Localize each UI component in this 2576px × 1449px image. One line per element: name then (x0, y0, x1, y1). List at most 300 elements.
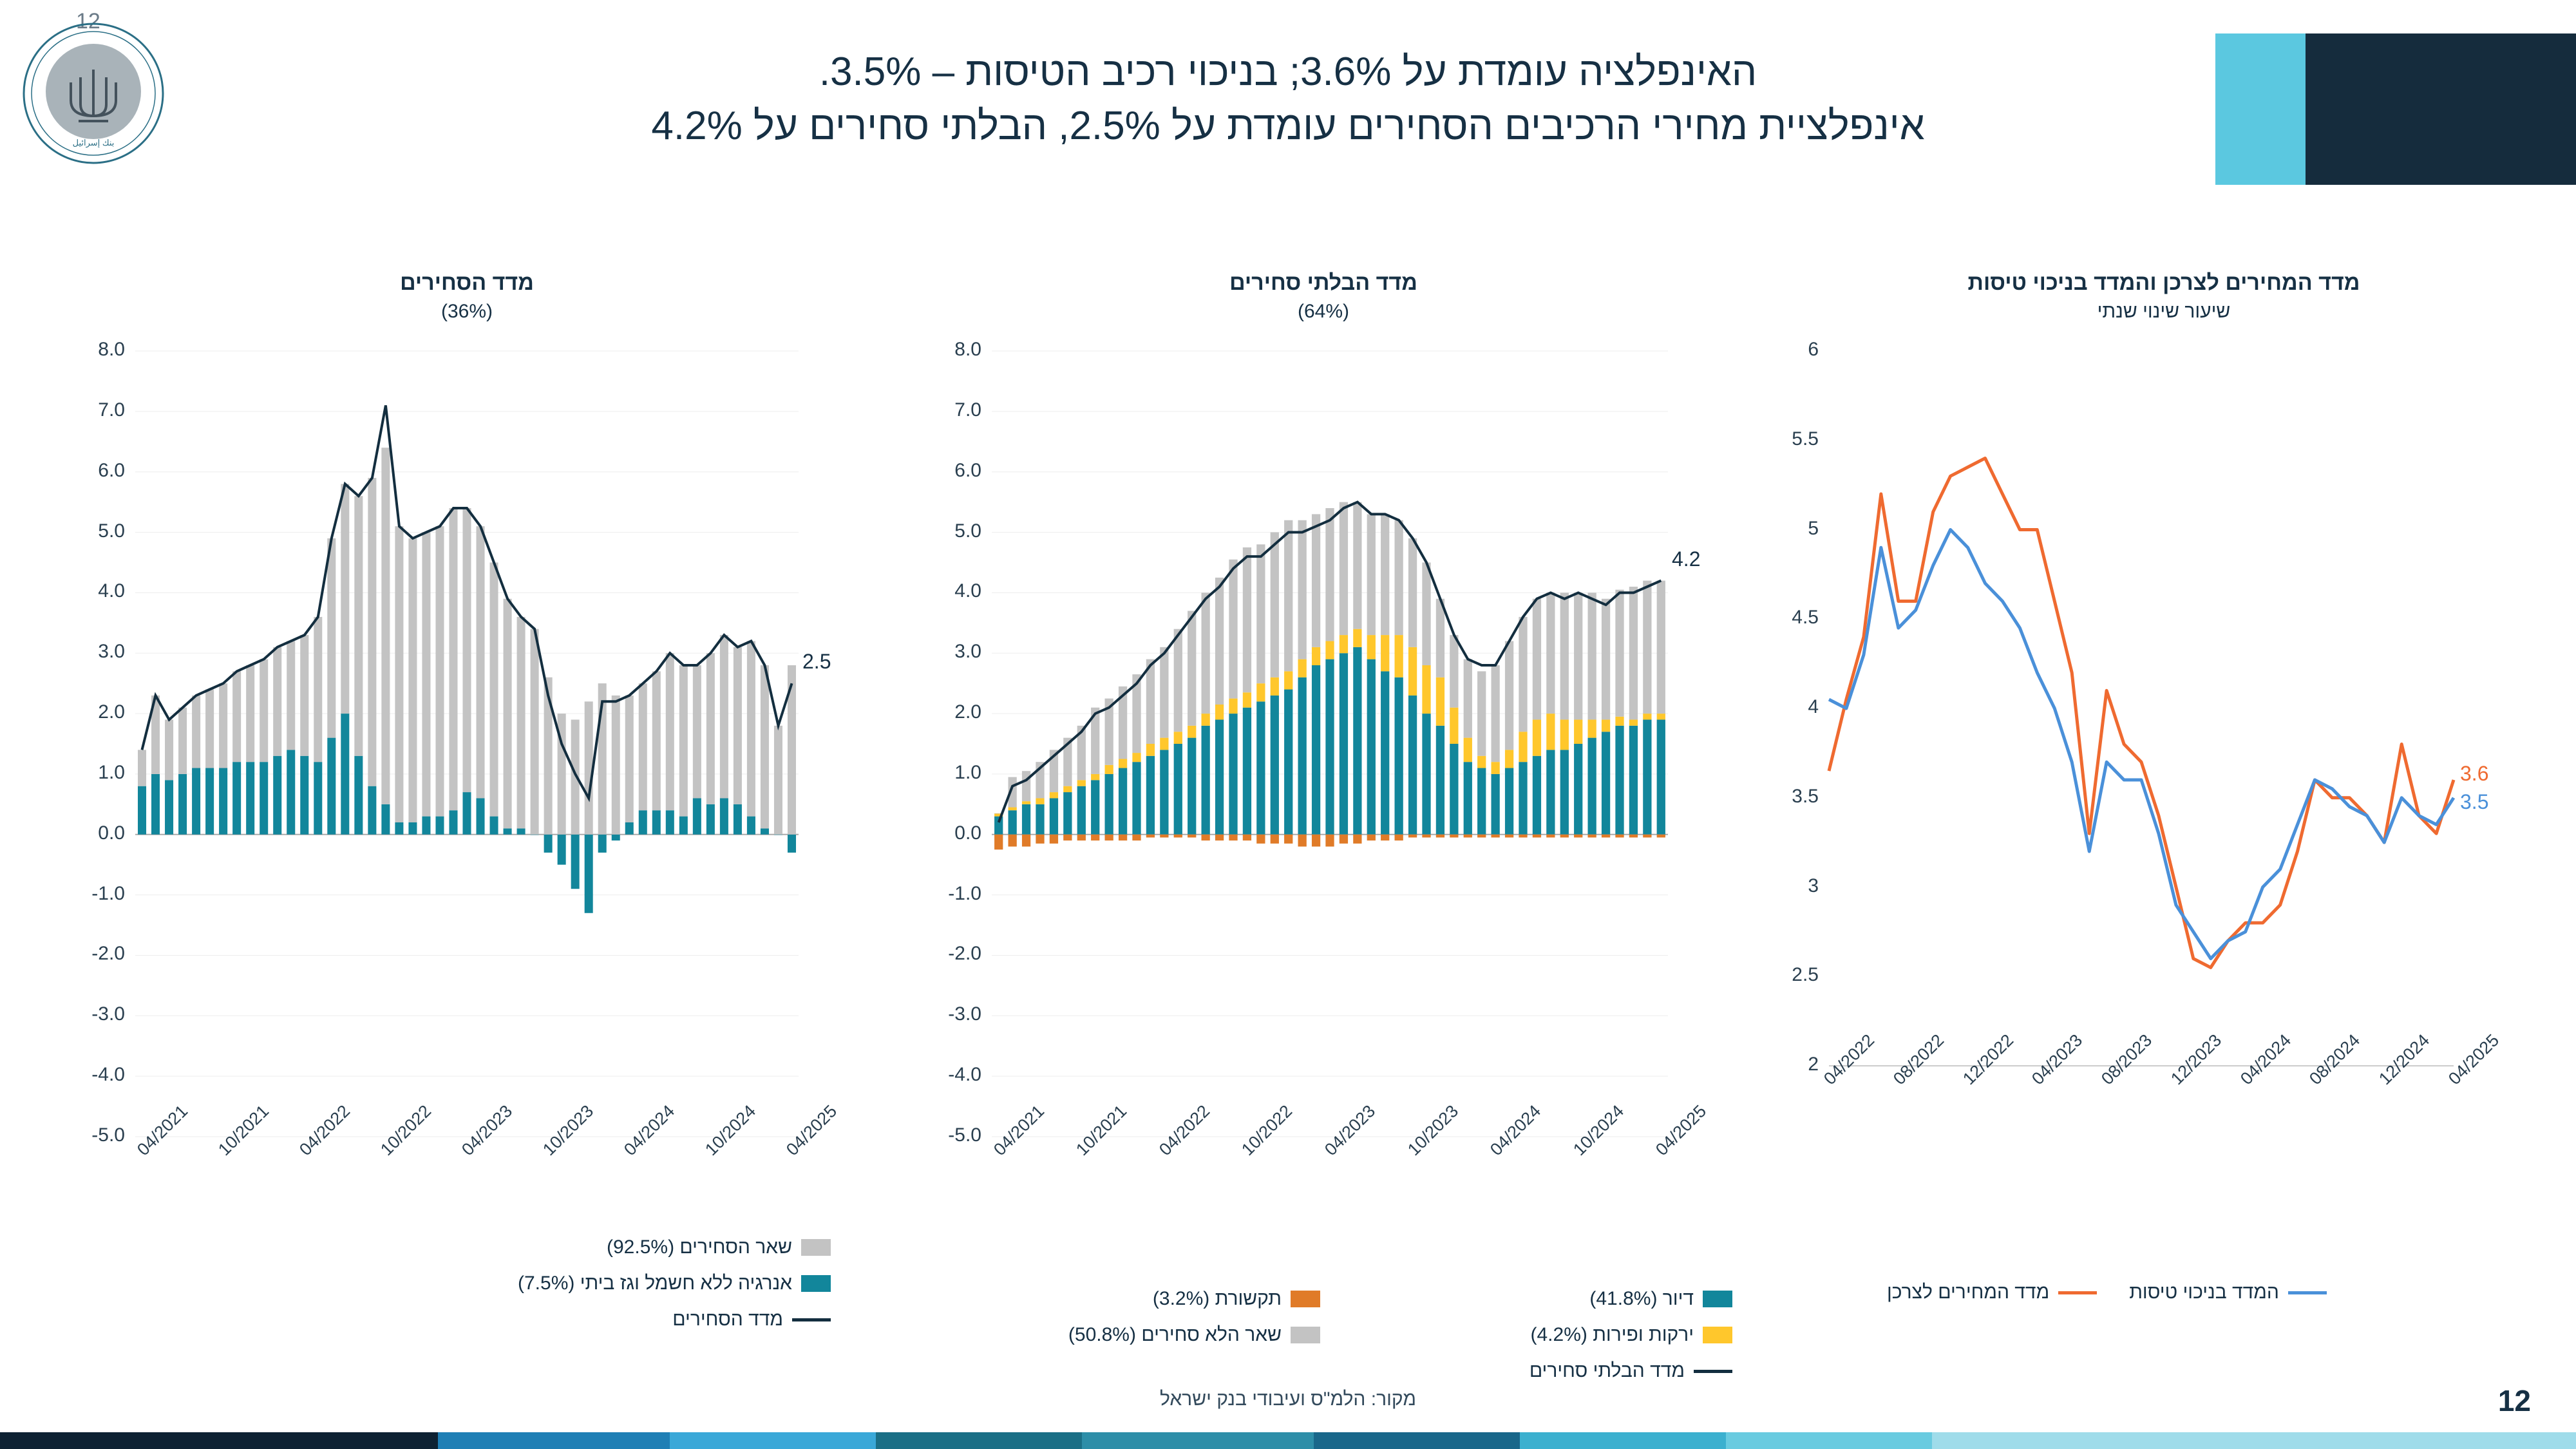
nontradables-bar-segment (1312, 647, 1320, 665)
tradables-bar-segment (232, 671, 241, 762)
tradables-bar-segment (720, 798, 728, 834)
cpi-ex-flights-legend-swatch (2288, 1291, 2327, 1294)
nontradables-bar-segment (1436, 835, 1444, 838)
tradables-y-tick: -5.0 (91, 1124, 125, 1146)
nontradables-y-tick: 4.0 (954, 580, 981, 602)
nontradables-bar-segment (1367, 659, 1376, 835)
nontradables-bar-segment (1091, 835, 1099, 840)
nontradables-bar-segment (1340, 635, 1348, 653)
tradables-bar-segment (734, 804, 742, 835)
nontradables-x-tick: 10/2022 (1238, 1101, 1296, 1160)
chart-subtitle-nontradables: (64%) (1297, 301, 1350, 322)
nontradables-bar-segment (1629, 587, 1638, 719)
nontradables-bar-segment (1395, 677, 1403, 835)
nontradables-bar-segment (1298, 520, 1307, 659)
nontradables-bar-segment (1643, 719, 1651, 834)
nontradables-bar-segment (1077, 786, 1086, 835)
nontradables-bar-segment (1643, 581, 1651, 714)
tradables-legend (251, 1236, 831, 1345)
tradables-bar-segment (232, 762, 241, 835)
tradables-bar-segment (260, 659, 268, 762)
nontradables-bar-segment (1340, 835, 1348, 844)
tradables-end-value-label: 2.5 (802, 650, 831, 674)
nontradables-bar-segment (1188, 738, 1196, 835)
nontradables-bar-segment (1298, 659, 1307, 677)
tradables-y-tick: 2.0 (98, 701, 125, 723)
tradables-bar-segment (354, 496, 363, 756)
nontradables-bar-segment (1422, 835, 1430, 838)
nontradables-bar-segment (1284, 690, 1293, 835)
tradables-bar-segment (625, 822, 634, 835)
nontradables-bar-segment (1492, 835, 1500, 838)
tradables-bar-segment (612, 696, 620, 835)
nontradables-bar-segment (1477, 756, 1486, 768)
nontradables-y-tick: 3.0 (954, 641, 981, 663)
nontradables-bar-segment (1063, 835, 1072, 840)
tradables-bar-segment (300, 756, 308, 835)
tradables-bar-segment (327, 738, 336, 835)
nontradables-bar-segment (1492, 762, 1500, 774)
nontradables-bar-segment (1574, 835, 1582, 838)
nontradables-bar-segment (1395, 635, 1403, 677)
tradables-bar-segment (192, 768, 200, 835)
nontradables-bar-segment (1588, 719, 1596, 737)
nontradables-bar-segment (1022, 804, 1030, 835)
tradables-bar-segment (287, 641, 295, 750)
tradables-bar-segment (273, 647, 281, 756)
cpi-ex-flights-legend-item (1887, 1282, 2097, 1303)
nontradables-bar-segment (1477, 671, 1486, 755)
nontradables-bar-segment (1408, 538, 1417, 647)
footer-seg-2 (438, 1432, 670, 1449)
tradables-bar-segment (639, 810, 647, 835)
nontradables-bar-segment (1009, 810, 1017, 835)
footer-seg-3 (670, 1432, 876, 1449)
nontradables-bar-segment (1340, 653, 1348, 835)
nontradables-bar-segment (1615, 590, 1624, 717)
nontradables-bar-segment (1298, 677, 1307, 835)
tradables-legend-swatch (801, 1275, 831, 1292)
nontradables-legend (908, 1288, 1732, 1396)
footer-seg-5 (1082, 1432, 1314, 1449)
tradables-bar-segment (449, 508, 457, 810)
cpi-ex-flights-legend-item (2129, 1282, 2327, 1303)
cpi-ex-flights-y-tick: 2 (1808, 1054, 1819, 1075)
nontradables-bar-segment (1146, 756, 1155, 835)
nontradables-y-tick: -4.0 (948, 1064, 981, 1086)
cpi-ex-flights-y-tick: 3 (1808, 875, 1819, 896)
nontradables-bar-segment (1132, 753, 1141, 762)
cpi-ex-flights-x-tick: 04/2025 (2445, 1030, 2503, 1089)
cpi-ex-flights-x-tick: 12/2024 (2375, 1030, 2434, 1089)
nontradables-bar-segment (1160, 647, 1168, 738)
nontradables-bar-segment (1284, 671, 1293, 689)
tradables-y-tick: 8.0 (98, 339, 125, 360)
nontradables-y-tick: 0.0 (954, 822, 981, 844)
footer-seg-9 (1932, 1432, 2576, 1449)
nontradables-bar-segment (1381, 671, 1389, 834)
tradables-bar-segment (652, 810, 661, 835)
nontradables-bar-segment (1602, 599, 1610, 720)
nontradables-legend-label: תקשורת (3.2%) (1152, 1288, 1282, 1309)
nontradables-end-value-label: 4.2 (1672, 547, 1701, 571)
tradables-bar-segment (544, 835, 553, 853)
nontradables-bar-segment (1312, 514, 1320, 647)
tradables-y-tick: 7.0 (98, 399, 125, 421)
nontradables-bar-segment (1588, 738, 1596, 835)
nontradables-bar-segment (1243, 708, 1251, 835)
tradables-bar-segment (652, 671, 661, 810)
tradables-y-tick: -2.0 (91, 943, 125, 965)
nontradables-bar-segment (1353, 629, 1361, 647)
nontradables-bar-segment (1229, 699, 1237, 714)
tradables-y-tick: 6.0 (98, 459, 125, 481)
tradables-bar-segment (477, 526, 485, 798)
nontradables-bar-segment (1464, 659, 1472, 738)
tradables-bar-segment (679, 817, 688, 835)
tradables-bar-segment (287, 750, 295, 834)
nontradables-bar-segment (1271, 835, 1279, 844)
nontradables-bar-segment (1408, 835, 1417, 838)
nontradables-bar-segment (1298, 835, 1307, 847)
tradables-bar-segment (706, 804, 715, 835)
tradables-y-tick: -3.0 (91, 1003, 125, 1025)
nontradables-bar-segment (1091, 780, 1099, 834)
tradables-bar-segment (544, 677, 553, 835)
nontradables-y-tick: -3.0 (948, 1003, 981, 1025)
nontradables-bar-segment (1450, 635, 1458, 708)
chart-title-cpi: מדד המחירים לצרכן והמדד בניכוי טיסות (1967, 270, 2360, 295)
footer-seg-1 (0, 1432, 438, 1449)
tradables-legend-label: שאר הסחירים (92.5%) (607, 1236, 792, 1258)
cpi-ex-flights-y-tick: 6 (1808, 339, 1819, 360)
slide-number-bottom: 12 (2497, 1384, 2531, 1417)
nontradables-x-tick: 04/2024 (1486, 1101, 1545, 1160)
tradables-x-tick: 04/2023 (458, 1101, 516, 1160)
cpi-ex-flights-y-tick: 2.5 (1792, 964, 1819, 986)
nontradables-bar-segment (1629, 719, 1638, 725)
cpi-ex-flights-y-tick: 5.5 (1792, 428, 1819, 450)
nontradables-bar-segment (1036, 835, 1044, 844)
nontradables-bar-segment (1312, 665, 1320, 835)
nontradables-x-tick: 10/2023 (1403, 1101, 1462, 1160)
nontradables-bar-segment (1615, 835, 1624, 838)
nontradables-bar-segment (1174, 744, 1182, 835)
tradables-bar-segment (693, 798, 701, 834)
nontradables-bar-segment (1146, 835, 1155, 838)
nontradables-bar-segment (1146, 659, 1155, 744)
tradables-x-tick: 04/2024 (620, 1101, 679, 1160)
nontradables-bar-segment (1202, 835, 1210, 840)
tradables-bar-segment (435, 817, 444, 835)
tradables-bar-segment (138, 786, 146, 835)
plot-area-cpi (1771, 339, 2512, 1089)
tradables-bar-segment (341, 484, 349, 714)
tradables-bar-segment (612, 835, 620, 840)
tradables-bar-segment (178, 708, 187, 774)
nontradables-bar-segment (1229, 835, 1237, 840)
nontradables-bar-segment (1022, 801, 1030, 804)
nontradables-bar-segment (1243, 692, 1251, 707)
nontradables-bar-segment (1450, 708, 1458, 744)
tradables-bar-segment (625, 696, 634, 822)
nontradables-legend-swatch (1703, 1291, 1732, 1307)
nontradables-bar-segment (1395, 835, 1403, 840)
cpi-ex-flights-legend-swatch (2058, 1291, 2097, 1294)
nontradables-bar-segment (1367, 835, 1376, 840)
nontradables-bar-segment (1353, 502, 1361, 629)
nontradables-y-tick: 5.0 (954, 520, 981, 542)
tradables-bar-segment (260, 762, 268, 835)
nontradables-bar-segment (1546, 750, 1555, 834)
nontradables-bar-segment (1119, 759, 1127, 768)
nontradables-bar-segment (1340, 502, 1348, 635)
tradables-y-tick: 5.0 (98, 520, 125, 542)
tradables-legend-label: מדד הסחירים (672, 1309, 783, 1330)
nontradables-bar-segment (1560, 835, 1569, 838)
nontradables-bar-segment (1271, 533, 1279, 677)
cpi-ex-flights-line (1829, 530, 2454, 959)
tradables-bar-segment (219, 683, 227, 768)
nontradables-bar-segment (1492, 665, 1500, 762)
tradables-legend-label: אנרגיה ללא חשמל וגז ביתי (7.5%) (517, 1273, 792, 1294)
nontradables-bar-segment (1174, 732, 1182, 744)
nontradables-bar-segment (1533, 599, 1541, 720)
nontradables-bar-segment (1450, 835, 1458, 838)
nontradables-bar-segment (1505, 750, 1513, 768)
nontradables-bar-segment (1229, 560, 1237, 699)
nontradables-bar-segment (1629, 726, 1638, 835)
cpi-ex-flights-end-value-label: 3.5 (2460, 790, 2489, 813)
chart-panel-tradables (39, 270, 895, 1330)
nontradables-bar-segment (1408, 696, 1417, 835)
tradables-bar-segment (165, 719, 173, 780)
nontradables-bar-segment (1353, 835, 1361, 844)
nontradables-bar-segment (1256, 544, 1265, 683)
tradables-bar-segment (422, 533, 430, 817)
nontradables-legend-item (1320, 1324, 1732, 1346)
cpi-ex-flights-x-tick: 08/2022 (1889, 1030, 1947, 1089)
nontradables-bar-segment (1381, 514, 1389, 635)
nontradables-bar-segment (1105, 835, 1113, 840)
tradables-bar-segment (408, 822, 417, 835)
title-line-1: האינפלציה עומדת על 3.6%; בניכוי רכיב הטיסות – 3.5%. (819, 50, 1757, 94)
nontradables-x-tick: 04/2023 (1321, 1101, 1379, 1160)
nontradables-bar-segment (1505, 641, 1513, 750)
nontradables-bar-segment (1188, 726, 1196, 738)
nontradables-bar-segment (1160, 835, 1168, 838)
tradables-bar-segment (585, 701, 593, 834)
nontradables-bar-segment (1519, 617, 1527, 732)
cpi-ex-flights-x-tick: 04/2022 (1820, 1030, 1879, 1089)
tradables-bar-segment (354, 756, 363, 835)
nontradables-y-tick: 1.0 (954, 761, 981, 783)
nontradables-legend-item (1320, 1288, 1732, 1310)
nontradables-y-tick: -1.0 (948, 882, 981, 904)
nontradables-bar-segment (1546, 592, 1555, 714)
tradables-legend-swatch (801, 1239, 831, 1256)
cpi-ex-flights-y-tick: 4.5 (1792, 607, 1819, 629)
tradables-bar-segment (138, 750, 146, 786)
nontradables-bar-segment (1271, 696, 1279, 835)
nontradables-bar-segment (1602, 732, 1610, 835)
nontradables-bar-segment (1050, 792, 1058, 798)
nontradables-bar-segment (1325, 835, 1334, 847)
svg-text:بنك إسرائيل: بنك إسرائيل (72, 138, 115, 147)
nontradables-bar-segment (1533, 756, 1541, 835)
tradables-bar-segment (666, 810, 674, 835)
tradables-y-tick: -4.0 (91, 1064, 125, 1086)
nontradables-bar-segment (1422, 665, 1430, 714)
nontradables-bar-segment (1615, 726, 1624, 835)
cpi-ex-flights-x-tick: 12/2023 (2166, 1030, 2226, 1089)
tradables-bar-segment (314, 617, 322, 762)
tradables-bar-segment (246, 665, 254, 762)
cpi-ex-flights-x-tick: 08/2023 (2098, 1030, 2156, 1089)
tradables-bar-segment (706, 653, 715, 804)
nontradables-bar-segment (1036, 804, 1044, 835)
nontradables-bar-segment (1325, 508, 1334, 641)
nontradables-bar-segment (1091, 774, 1099, 780)
tradables-bar-segment (368, 478, 376, 786)
nontradables-bar-segment (1119, 768, 1127, 835)
nontradables-bar-segment (1560, 592, 1569, 719)
nontradables-legend-swatch (1694, 1370, 1732, 1373)
cpi-ex-flights-x-tick: 08/2024 (2306, 1030, 2364, 1089)
chart-panel-cpi (1771, 270, 2557, 1327)
tradables-bar-segment (720, 635, 728, 798)
cpi-ex-flights-end-value-label: 3.6 (2460, 762, 2489, 785)
chart-title-nontradables: מדד הבלתי סחירים (1229, 270, 1417, 295)
nontradables-bar-segment (1477, 835, 1486, 838)
nontradables-bar-segment (1022, 771, 1030, 801)
tradables-bar-segment (327, 538, 336, 738)
nontradables-bar-segment (1256, 701, 1265, 834)
nontradables-x-tick: 04/2025 (1652, 1101, 1710, 1160)
nontradables-bar-segment (1009, 835, 1017, 847)
tradables-bar-segment (395, 526, 403, 822)
cpi-ex-flights-legend (1887, 1282, 2327, 1318)
tradables-bar-segment (747, 641, 755, 816)
nontradables-bar-segment (1505, 835, 1513, 838)
nontradables-bar-segment (1132, 835, 1141, 840)
nontradables-bar-segment (1422, 714, 1430, 835)
footer-color-bar (0, 1432, 2576, 1449)
nontradables-legend-swatch (1703, 1327, 1732, 1343)
tradables-x-tick: 04/2022 (295, 1101, 354, 1160)
tradables-bar-segment (666, 653, 674, 810)
footer-seg-8 (1726, 1432, 1932, 1449)
nontradables-bar-segment (1063, 792, 1072, 835)
nontradables-bar-segment (1009, 808, 1017, 811)
nontradables-bar-segment (1284, 835, 1293, 844)
nontradables-bar-segment (1243, 835, 1251, 840)
chart-title-tradables: מדד הסחירים (400, 270, 534, 295)
nontradables-legend-swatch (1291, 1327, 1320, 1343)
tradables-bar-segment (165, 780, 173, 834)
tradables-bar-segment (504, 828, 512, 834)
nontradables-bar-segment (1395, 520, 1403, 635)
nontradables-bar-segment (1615, 717, 1624, 726)
nontradables-bar-segment (1588, 592, 1596, 719)
nontradables-y-tick: -5.0 (948, 1124, 981, 1146)
tradables-bar-segment (192, 696, 200, 768)
nontradables-bar-segment (1657, 581, 1665, 714)
cpi-ex-flights-y-tick: 4 (1808, 696, 1819, 717)
nontradables-bar-segment (1450, 744, 1458, 835)
nontradables-bar-segment (1657, 714, 1665, 719)
nontradables-legend-item (908, 1324, 1320, 1346)
tradables-x-tick: 04/2021 (133, 1101, 191, 1160)
nontradables-bar-segment (1602, 835, 1610, 838)
tradables-bar-segment (341, 714, 349, 835)
tradables-x-tick: 10/2021 (214, 1101, 272, 1160)
nontradables-bar-segment (1367, 635, 1376, 659)
nontradables-y-tick: 8.0 (954, 339, 981, 360)
nontradables-bar-segment (1188, 835, 1196, 838)
cpi-ex-flights-y-tick: 5 (1808, 517, 1819, 539)
nontradables-bar-segment (1050, 798, 1058, 834)
tradables-y-tick: 4.0 (98, 580, 125, 602)
tradables-y-tick: 3.0 (98, 641, 125, 663)
nontradables-y-tick: 7.0 (954, 399, 981, 421)
nontradables-bar-segment (994, 835, 1003, 849)
tradables-bar-segment (585, 835, 593, 913)
nontradables-bar-segment (1574, 719, 1582, 744)
tradables-bar-segment (788, 835, 796, 853)
tradables-bar-segment (381, 804, 390, 835)
tradables-bar-segment (422, 817, 430, 835)
tradables-bar-segment (395, 822, 403, 835)
nontradables-bar-segment (1256, 835, 1265, 844)
nontradables-bar-segment (1560, 750, 1569, 834)
tradables-bar-segment (693, 665, 701, 798)
tradables-bar-segment (381, 448, 390, 804)
cpi-ex-flights-y-tick: 3.5 (1792, 785, 1819, 807)
tradables-y-tick: 1.0 (98, 761, 125, 783)
nontradables-bar-segment (1119, 835, 1127, 840)
chart-panel-nontradables (895, 270, 1752, 1381)
tradables-bar-segment (571, 835, 580, 889)
nontradables-legend-swatch (1291, 1291, 1320, 1307)
cpi-ex-flights-x-tick: 04/2023 (2028, 1030, 2087, 1089)
tradables-x-tick: 10/2022 (376, 1101, 435, 1160)
chart-subtitle-tradables: (36%) (440, 301, 493, 322)
nontradables-bar-segment (1063, 786, 1072, 792)
nontradables-bar-segment (1436, 726, 1444, 835)
tradables-y-tick: -1.0 (91, 882, 125, 904)
nontradables-bar-segment (1215, 835, 1224, 840)
nontradables-bar-segment (1325, 659, 1334, 835)
nontradables-bar-segment (1050, 835, 1058, 844)
tradables-bar-segment (639, 683, 647, 810)
nontradables-bar-segment (1202, 714, 1210, 726)
tradables-bar-segment (558, 835, 566, 865)
nontradables-bar-segment (1188, 611, 1196, 726)
tradables-bar-segment (761, 665, 769, 828)
nontradables-x-tick: 04/2022 (1155, 1101, 1214, 1160)
tradables-bar-segment (219, 768, 227, 835)
nontradables-legend-label: שאר הלא סחירים (50.8%) (1068, 1324, 1282, 1345)
nontradables-bar-segment (1271, 677, 1279, 696)
tradables-x-tick: 04/2025 (782, 1101, 841, 1160)
tradables-bar-segment (435, 526, 444, 816)
tradables-bar-segment (747, 817, 755, 835)
nontradables-bar-segment (1312, 835, 1320, 847)
tradables-legend-swatch (792, 1318, 831, 1321)
tradables-bar-segment (462, 508, 471, 792)
tradables-bar-segment (246, 762, 254, 835)
